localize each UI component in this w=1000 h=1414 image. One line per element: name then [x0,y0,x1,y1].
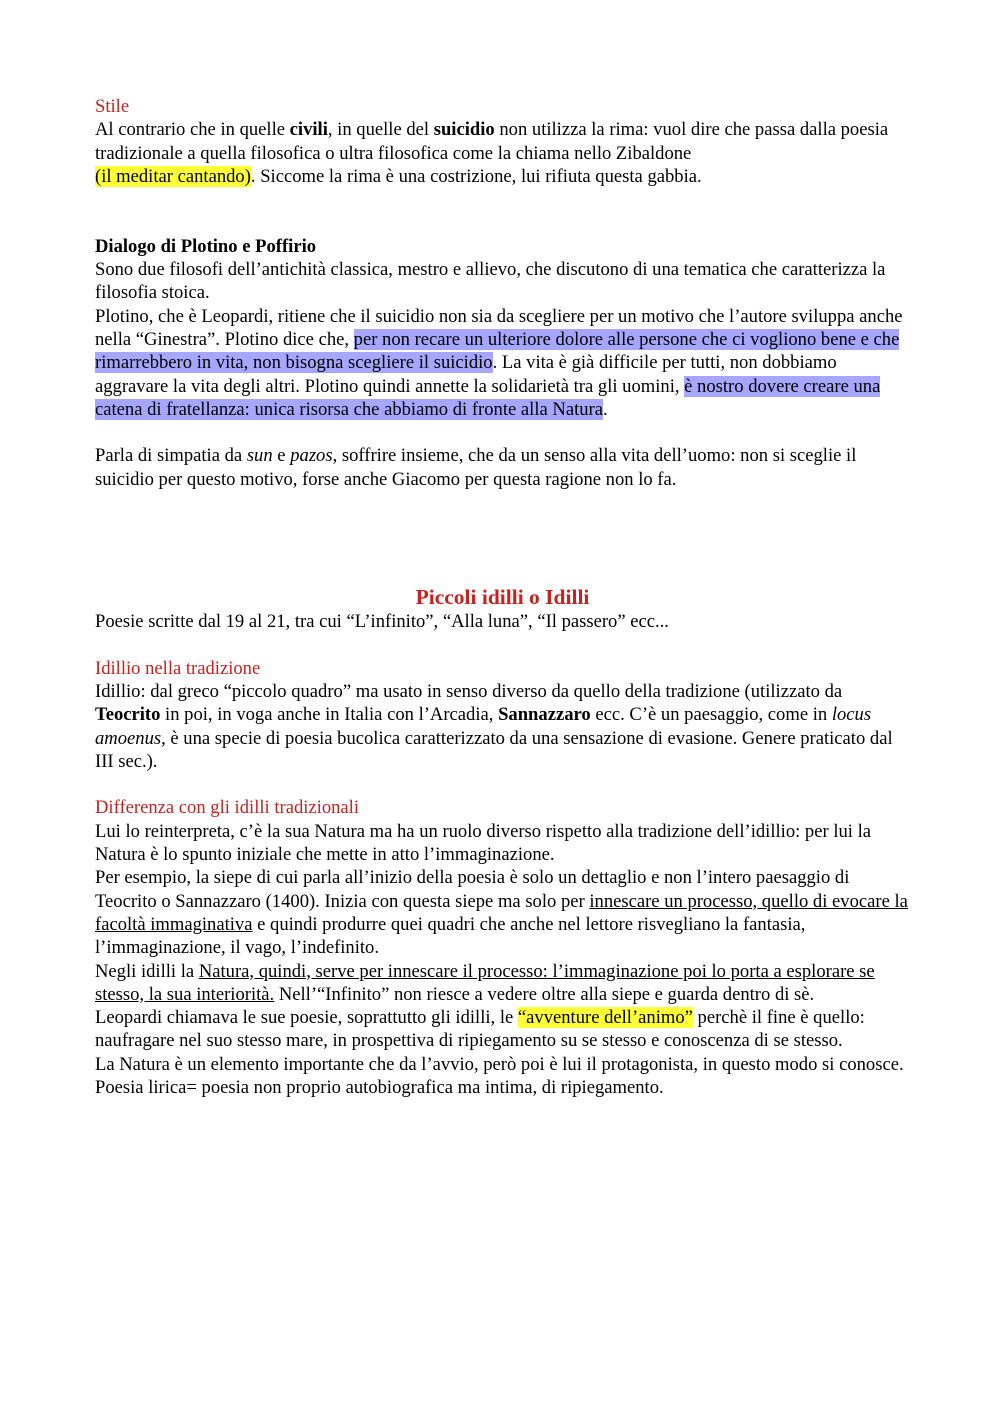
section-heading-dialogo: Dialogo di Plotino e Poffirio [95,235,317,257]
paragraph-differenza-1: Lui lo reinterpreta, c’è la sua Natura ma ha un ruolo diverso rispetto alla tradizione dell’idillio: per lui la Natura è lo spunto iniziale che mette in atto l’immaginazione. [95,820,872,866]
yellow-highlight: (il meditar cantando) [95,165,251,187]
underlined-text: Natura, quindi, serve per innescare il processo: l’immaginazione poi lo porta a esplorare se stesso, la sua interiorità. [95,960,875,1005]
paragraph-stile: Al contrario che in quelle civili, in quelle del suicidio non utilizza la rima: vuol dire che passa dalla poesia tradizionale a quella filosofica o ultra filosofica come la chiama nello Zibaldone (il meditar cantando). Siccome la rima è una costrizione, lui rifiuta questa gabbia. [95,119,889,187]
paragraph-idilli-intro: Poesie scritte dal 19 al 21, tra cui “L’infinito”, “Alla luna”, “Il passero” ecc... [95,611,669,633]
paragraph-dialogo-2: Plotino, che è Leopardi, ritiene che il suicidio non sia da scegliere per un motivo che l’autore sviluppa anche nella “Ginestra”. Plotino dice che, per non recare un ulteriore dolore alle persone che ci vogliono bene e che rimarrebbero in vita, non bisogna scegliere il suicidio. La vita è già difficile per tutti, non dobbiamo aggravare la vita degli altri. Plotino quindi annette la solidarietà tra gli uomini, è nostro dovere creare una catena di fratellanza: unica risorsa che abbiamo di fronte alla Natura. [95,305,903,420]
bold-term: suicidio [433,119,495,141]
paragraph-differenza-2: Per esempio, la siepe di cui parla all’inizio della poesia è solo un dettaglio e non l’intero paesaggio di Teocrito o Sannazzaro (1400). Inizia con questa siepe ma solo per innescare un processo, quello di evocare la facoltà immaginativa e quindi produrre quei quadri che anche nel lettore risvegliano la fantasia, l’immaginazione, il vago, l’indefinito. [95,867,908,959]
paragraph-dialogo-3: Parla di simpatia da sun e pazos, soffrire insieme, che da un senso alla vita dell’uomo: non si sceglie il suicidio per questo motivo, forse anche Giacomo per questa ragione non lo fa. [95,445,857,490]
italic-term: pazos [290,445,333,467]
bold-term: civili [289,119,328,141]
section-heading-stile: Stile [95,96,130,117]
paragraph-differenza-3: Negli idilli la Natura, quindi, serve per innescare il processo: l’immaginazione poi lo porta a esplorare se stesso, la sua interiorità. Nell’“Infinito” non riesce a vedere oltre alla siepe e guarda dentro di sè. [95,960,875,1005]
paragraph-tradizione: Idillio: dal greco “piccolo quadro” ma usato in senso diverso da quello della tradizione (utilizzato da Teocrito in poi, in voga anche in Italia con l’Arcadia, Sannazzaro ecc. C’è un paesaggio, come in locus amoenus, è una specie di poesia bucolica caratterizzato da una sensazione di evasione. Genere praticato dal III sec.). [95,680,893,772]
blue-highlight: è nostro dovere creare una catena di fratellanza: unica risorsa che abbiamo di fronte alla Natura [95,375,881,420]
bold-term: Teocrito [95,704,161,726]
paragraph-dialogo-1: Sono due filosofi dell’antichità classica, mestro e allievo, che discutono di una tematica che caratterizza la filosofia stoica. [95,259,886,304]
italic-term: sun [246,445,273,467]
subheading-tradizione: Idillio nella tradizione [95,657,261,679]
subheading-differenza: Differenza con gli idilli tradizionali [95,797,360,819]
blue-highlight: per non recare un ulteriore dolore alle persone che ci vogliono bene e che rimarrebbero in vita, non bisogna scegliere il suicidio [95,328,900,374]
paragraph-differenza-5: La Natura è un elemento importante che da l’avvio, però poi è lui il protagonista, in questo modo si conosce. [95,1053,904,1075]
paragraph-differenza-6: Poesia lirica= poesia non proprio autobiografica ma intima, di ripiegamento. [95,1076,664,1098]
document-page [95,95,910,1099]
italic-term: locus amoenus [95,704,872,749]
paragraph-differenza-4: Leopardi chiamava le sue poesie, soprattutto gli idilli, le “avventure dell’animo” perchè il fine è quello: naufragare nel suo stesso mare, in prospettiva di ripiegamento su se stesso e conoscenza di se stesso. [95,1007,865,1052]
section-title-idilli: Piccoli idilli o Idilli [415,585,590,610]
yellow-highlight: “avventure dell’animo” [517,1007,693,1029]
underlined-text: innescare un processo, quello di evocare la facoltà immaginativa [95,890,908,935]
bold-term: Sannazzaro [498,704,591,726]
